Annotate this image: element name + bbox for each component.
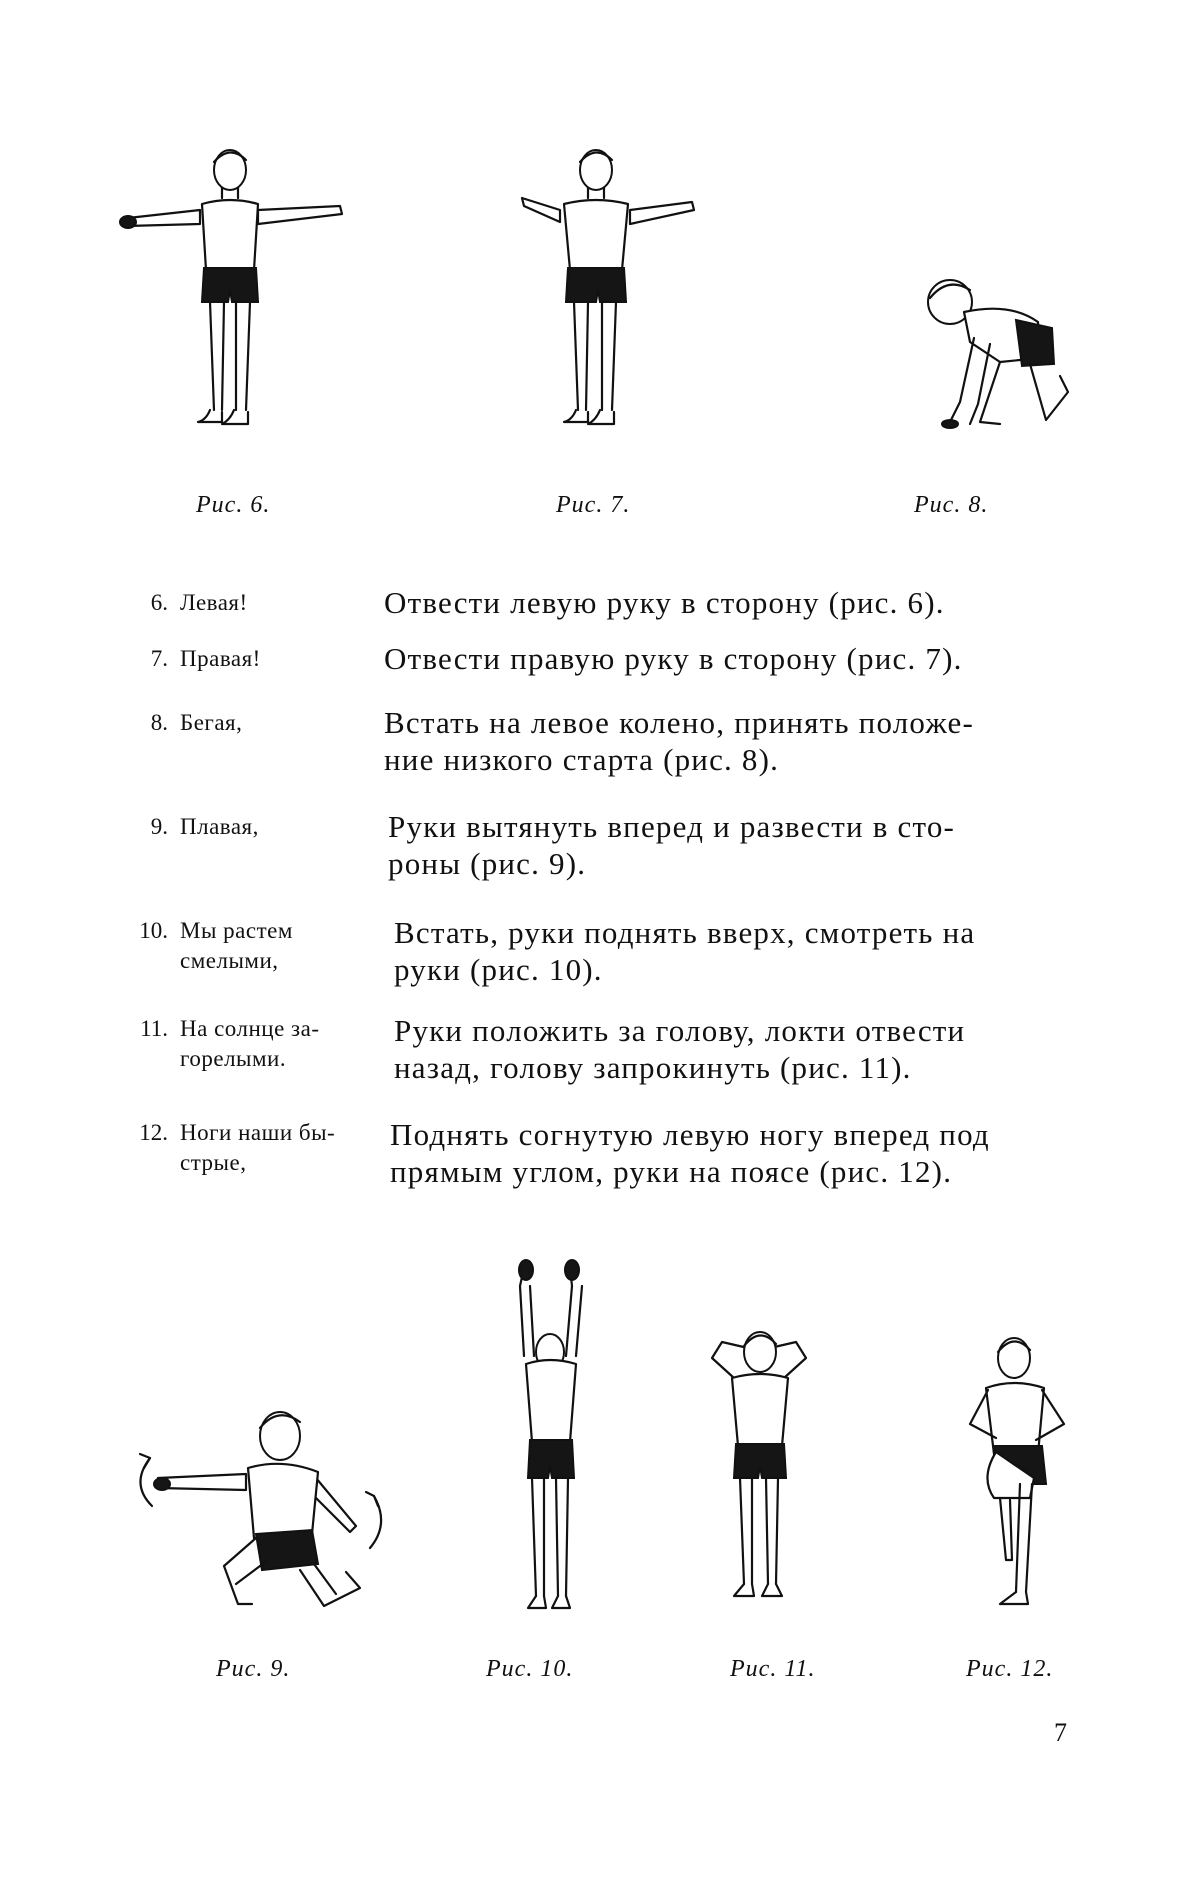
exercise-command: Правая! [180, 646, 261, 671]
exercise-command: Плавая, [180, 814, 259, 839]
exercise-description-line-2: назад, голову запрокинуть (рис. 11). [394, 1050, 912, 1085]
exercise-description-line-1: Руки вытянуть вперед и развести в сто- [388, 809, 956, 844]
exercise-description-line-2: руки (рис. 10). [394, 952, 603, 987]
exercise-description-line-1: Поднять согнутую левую ногу вперед под [390, 1117, 990, 1152]
figure-8-caption: Рис. 8. [914, 492, 989, 518]
exercise-description-line-1: Встать, руки поднять вверх, смотреть на [394, 915, 976, 950]
exercise-command-line-1: Мы растем [180, 918, 293, 943]
figure-6-caption: Рис. 6. [196, 492, 271, 518]
figure-10-caption: Рис. 10. [486, 1656, 574, 1682]
figure-8-illustration [920, 272, 1080, 442]
figure-7-caption: Рис. 7. [556, 492, 631, 518]
exercise-command: Левая! [180, 590, 248, 615]
exercise-description-line-1: Встать на левое колено, принять положе- [384, 705, 975, 740]
exercise-command-line-1: Ноги наши бы- [180, 1120, 336, 1145]
exercise-number: 9. [150, 814, 168, 839]
exercise-command: Бегая, [180, 710, 243, 735]
exercise-command-line-2: горелыми. [180, 1046, 287, 1071]
exercise-description: Отвести правую руку в сторону (рис. 7). [384, 641, 963, 676]
exercise-number: 6. [150, 590, 168, 615]
figure-11-caption: Рис. 11. [730, 1656, 816, 1682]
figure-7-illustration [520, 140, 700, 440]
figure-9-illustration [128, 1388, 388, 1618]
exercise-description-line-2: роны (рис. 9). [388, 846, 587, 881]
figure-6-illustration [118, 140, 348, 440]
exercise-number: 8. [150, 710, 168, 735]
exercise-number: 7. [150, 646, 168, 671]
exercise-command-line-1: На солнце за- [180, 1016, 320, 1041]
exercise-description: Отвести левую руку в сторону (рис. 6). [384, 585, 945, 620]
figure-11-illustration [704, 1322, 814, 1612]
figure-10-illustration [500, 1256, 600, 1616]
exercise-description-line-2: ние низкого старта (рис. 8). [384, 742, 780, 777]
page-number: 7 [1054, 1718, 1067, 1747]
exercise-description-line-2: прямым углом, руки на поясе (рис. 12). [390, 1154, 953, 1189]
exercise-description-line-1: Руки положить за голову, локти отвести [394, 1013, 966, 1048]
exercise-number: 11. [140, 1016, 168, 1041]
figure-9-caption: Рис. 9. [216, 1656, 291, 1682]
exercise-command-line-2: смелыми, [180, 948, 279, 973]
figure-12-caption: Рис. 12. [966, 1656, 1054, 1682]
exercise-number: 10. [139, 918, 168, 943]
figure-12-illustration [960, 1328, 1080, 1618]
exercise-command-line-2: стрые, [180, 1150, 247, 1175]
exercise-number: 12. [139, 1120, 168, 1145]
